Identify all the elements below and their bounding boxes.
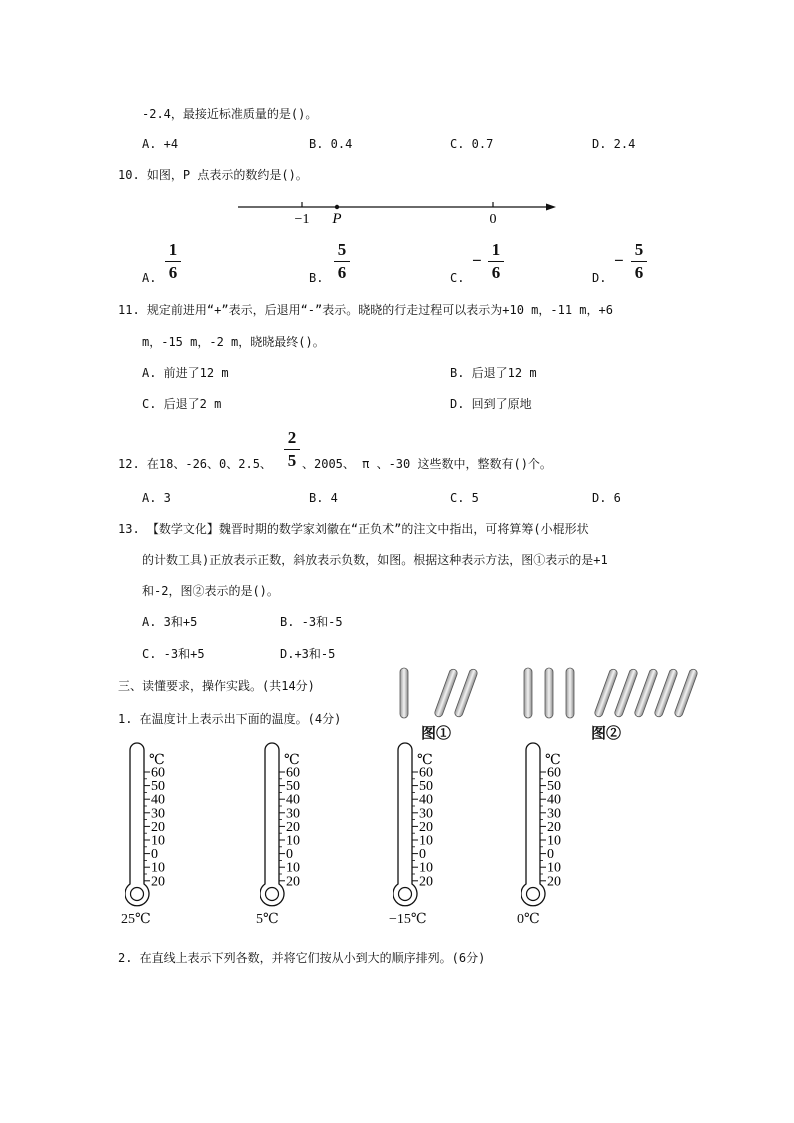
scale-label: 30 xyxy=(286,806,300,822)
q11-stem-line2: m，-15 m，-2 m，晓晓最终()。 xyxy=(142,335,325,349)
section3-title: 三、读懂要求，操作实践。(共14分) xyxy=(118,679,315,693)
scale-label: 60 xyxy=(547,765,561,781)
fig1-label: 图① xyxy=(421,726,452,742)
q10-option-d-fraction[interactable] xyxy=(631,241,647,282)
fraction-bar xyxy=(284,449,300,450)
fig2-label: 图② xyxy=(591,726,622,742)
thermometer-drawing xyxy=(260,742,330,912)
fraction-denominator: 6 xyxy=(168,263,178,282)
number-line-arrow xyxy=(546,204,556,211)
fig2-rods xyxy=(524,668,698,718)
thermometer-unit: ℃ xyxy=(284,753,300,768)
fraction-bar xyxy=(631,261,647,262)
scale-label: 10 xyxy=(286,833,300,849)
thermometer[interactable] xyxy=(389,742,463,927)
scale-label: 50 xyxy=(151,779,165,795)
q13-option-a[interactable]: A. 3和+5 xyxy=(142,615,198,629)
scale-label: 10 xyxy=(151,833,165,849)
q11-option-a[interactable]: A. 前进了12 m xyxy=(142,366,229,380)
q13-stem-line3: 和-2，图②表示的是()。 xyxy=(142,584,279,598)
q10-option-c-letter[interactable]: C. xyxy=(450,271,465,285)
rod-slanted xyxy=(674,668,699,718)
fig1-rods xyxy=(400,668,478,718)
q9-option-a[interactable]: A. +4 xyxy=(142,137,179,151)
rod-slanted xyxy=(634,668,659,718)
scale-label: 20 xyxy=(286,819,300,835)
fraction-denominator: 6 xyxy=(491,263,501,282)
thermometer-unit: ℃ xyxy=(149,753,165,768)
scale-label: 10 xyxy=(419,833,433,849)
thermometer[interactable] xyxy=(256,742,330,927)
q13-option-d[interactable]: D.+3和-5 xyxy=(280,647,336,661)
scale-label: 20 xyxy=(151,819,165,835)
scale-label: 10 xyxy=(151,860,165,876)
q12-fraction xyxy=(284,429,300,470)
scale-label: 20 xyxy=(151,874,165,890)
q10-option-c-minus: − xyxy=(472,251,482,270)
rod-upright xyxy=(524,668,532,718)
point-p xyxy=(335,205,339,209)
thermometer-tube xyxy=(125,743,149,906)
fraction-denominator: 6 xyxy=(337,263,347,282)
fraction-numerator: 5 xyxy=(337,240,347,259)
scale-label: 60 xyxy=(419,765,433,781)
scale-label: 0 xyxy=(151,847,158,863)
q12-option-c[interactable]: C. 5 xyxy=(450,491,479,505)
thermometer-target-label: 0℃ xyxy=(517,912,540,927)
rod-upright xyxy=(400,668,408,718)
scale-label: 20 xyxy=(547,874,561,890)
fraction-bar xyxy=(488,261,504,262)
scale-label: 20 xyxy=(419,819,433,835)
fraction-denominator: 6 xyxy=(634,263,644,282)
q10-number-line xyxy=(230,196,570,228)
scale-label: 50 xyxy=(286,779,300,795)
fraction-bar xyxy=(165,261,181,262)
thermometer-unit: ℃ xyxy=(417,753,433,768)
thermometer-unit: ℃ xyxy=(545,753,561,768)
rod-slanted xyxy=(594,668,619,718)
q12-option-b[interactable]: B. 4 xyxy=(309,491,338,505)
thermometer-target-label: −15℃ xyxy=(389,912,427,927)
scale-label: 30 xyxy=(547,806,561,822)
q10-option-c-fraction[interactable] xyxy=(488,241,504,282)
q11-option-c[interactable]: C. 后退了2 m xyxy=(142,397,222,411)
section3-q1: 1. 在温度计上表示出下面的温度。(4分) xyxy=(118,712,342,726)
q10-option-d-letter[interactable]: D. xyxy=(592,271,607,285)
q10-option-b-letter[interactable]: B. xyxy=(309,271,324,285)
counting-rods-figures xyxy=(390,664,710,724)
scale-label: 20 xyxy=(286,874,300,890)
scale-label: 10 xyxy=(419,860,433,876)
scale-label: 10 xyxy=(547,833,561,849)
q9-option-b[interactable]: B. 0.4 xyxy=(309,137,353,151)
scale-label: 50 xyxy=(547,779,561,795)
q11-option-d[interactable]: D. 回到了原地 xyxy=(450,397,532,411)
fraction-numerator: 5 xyxy=(634,240,644,259)
q10-stem: 10. 如图，P 点表示的数约是()。 xyxy=(118,168,308,182)
q11-option-b[interactable]: B. 后退了12 m xyxy=(450,366,537,380)
q10-option-a-fraction[interactable] xyxy=(165,241,181,282)
scale-label: 40 xyxy=(547,792,561,808)
scale-label: 0 xyxy=(547,847,554,863)
scale-label: 60 xyxy=(286,765,300,781)
scale-label: 50 xyxy=(419,779,433,795)
rod-slanted xyxy=(434,668,459,718)
q13-option-c[interactable]: C. -3和+5 xyxy=(142,647,205,661)
thermometer-tube xyxy=(521,743,545,906)
q12-option-a[interactable]: A. 3 xyxy=(142,491,171,505)
scale-label: 30 xyxy=(151,806,165,822)
thermometer-tube xyxy=(260,743,284,906)
scale-label: 40 xyxy=(151,792,165,808)
thermometer-drawing xyxy=(125,742,195,912)
scale-label: 10 xyxy=(547,860,561,876)
scale-label: 30 xyxy=(419,806,433,822)
scale-label: 40 xyxy=(419,792,433,808)
q9-option-d[interactable]: D. 2.4 xyxy=(592,137,636,151)
rod-upright xyxy=(566,668,574,718)
thermometer[interactable] xyxy=(121,742,195,927)
scale-label: 40 xyxy=(286,792,300,808)
label-p: P xyxy=(332,211,342,227)
q13-stem-line2: 的计数工具)正放表示正数，斜放表示负数，如图。根据这种表示方法，图①表示的是+1 xyxy=(142,553,608,567)
thermometer-target-label: 25℃ xyxy=(121,912,151,927)
q13-stem-line1: 13. 【数学文化】魏晋时期的数学家刘徽在“正负术”的注文中指出，可将算筹(小棍形状 xyxy=(118,522,589,536)
q12-stem-before: 12. 在18、-26、0、2.5、 xyxy=(118,457,272,471)
q10-option-a-letter[interactable]: A. xyxy=(142,271,157,285)
rod-upright xyxy=(545,668,553,718)
q10-option-d-minus: − xyxy=(614,251,624,270)
q12-option-d[interactable]: D. 6 xyxy=(592,491,621,505)
thermometer-drawing xyxy=(393,742,463,912)
fraction-numerator: 1 xyxy=(491,240,501,259)
scale-label: 20 xyxy=(547,819,561,835)
rod-slanted xyxy=(454,668,479,718)
q10-option-b-fraction[interactable] xyxy=(334,241,350,282)
q13-option-b[interactable]: B. -3和-5 xyxy=(280,615,343,629)
rod-slanted xyxy=(654,668,679,718)
fraction-denominator: 5 xyxy=(287,451,297,470)
thermometer-drawing xyxy=(521,742,591,912)
scale-label: 10 xyxy=(286,860,300,876)
rod-slanted xyxy=(614,668,639,718)
scale-label: 20 xyxy=(419,874,433,890)
scale-label: 60 xyxy=(151,765,165,781)
scale-label: 0 xyxy=(419,847,426,863)
section3-q2: 2. 在直线上表示下列各数，并将它们按从小到大的顺序排列。(6分) xyxy=(118,951,486,965)
thermometer[interactable] xyxy=(517,742,591,927)
q12-stem-after: 、2005、 π 、-30 这些数中，整数有()个。 xyxy=(302,457,552,471)
label-0: 0 xyxy=(489,212,497,227)
fraction-numerator: 2 xyxy=(287,428,297,447)
scale-label: 0 xyxy=(286,847,293,863)
fraction-numerator: 1 xyxy=(168,240,178,259)
q9-stem-continuation: -2.4，最接近标准质量的是()。 xyxy=(142,107,318,121)
q9-option-c[interactable]: C. 0.7 xyxy=(450,137,494,151)
fraction-bar xyxy=(334,261,350,262)
label-neg1: −1 xyxy=(294,212,310,227)
thermometer-target-label: 5℃ xyxy=(256,912,279,927)
q11-stem-line1: 11. 规定前进用“+”表示，后退用“-”表示。晓晓的行走过程可以表示为+10 m，-11 m，+6 xyxy=(118,303,613,317)
thermometer-tube xyxy=(393,743,417,906)
